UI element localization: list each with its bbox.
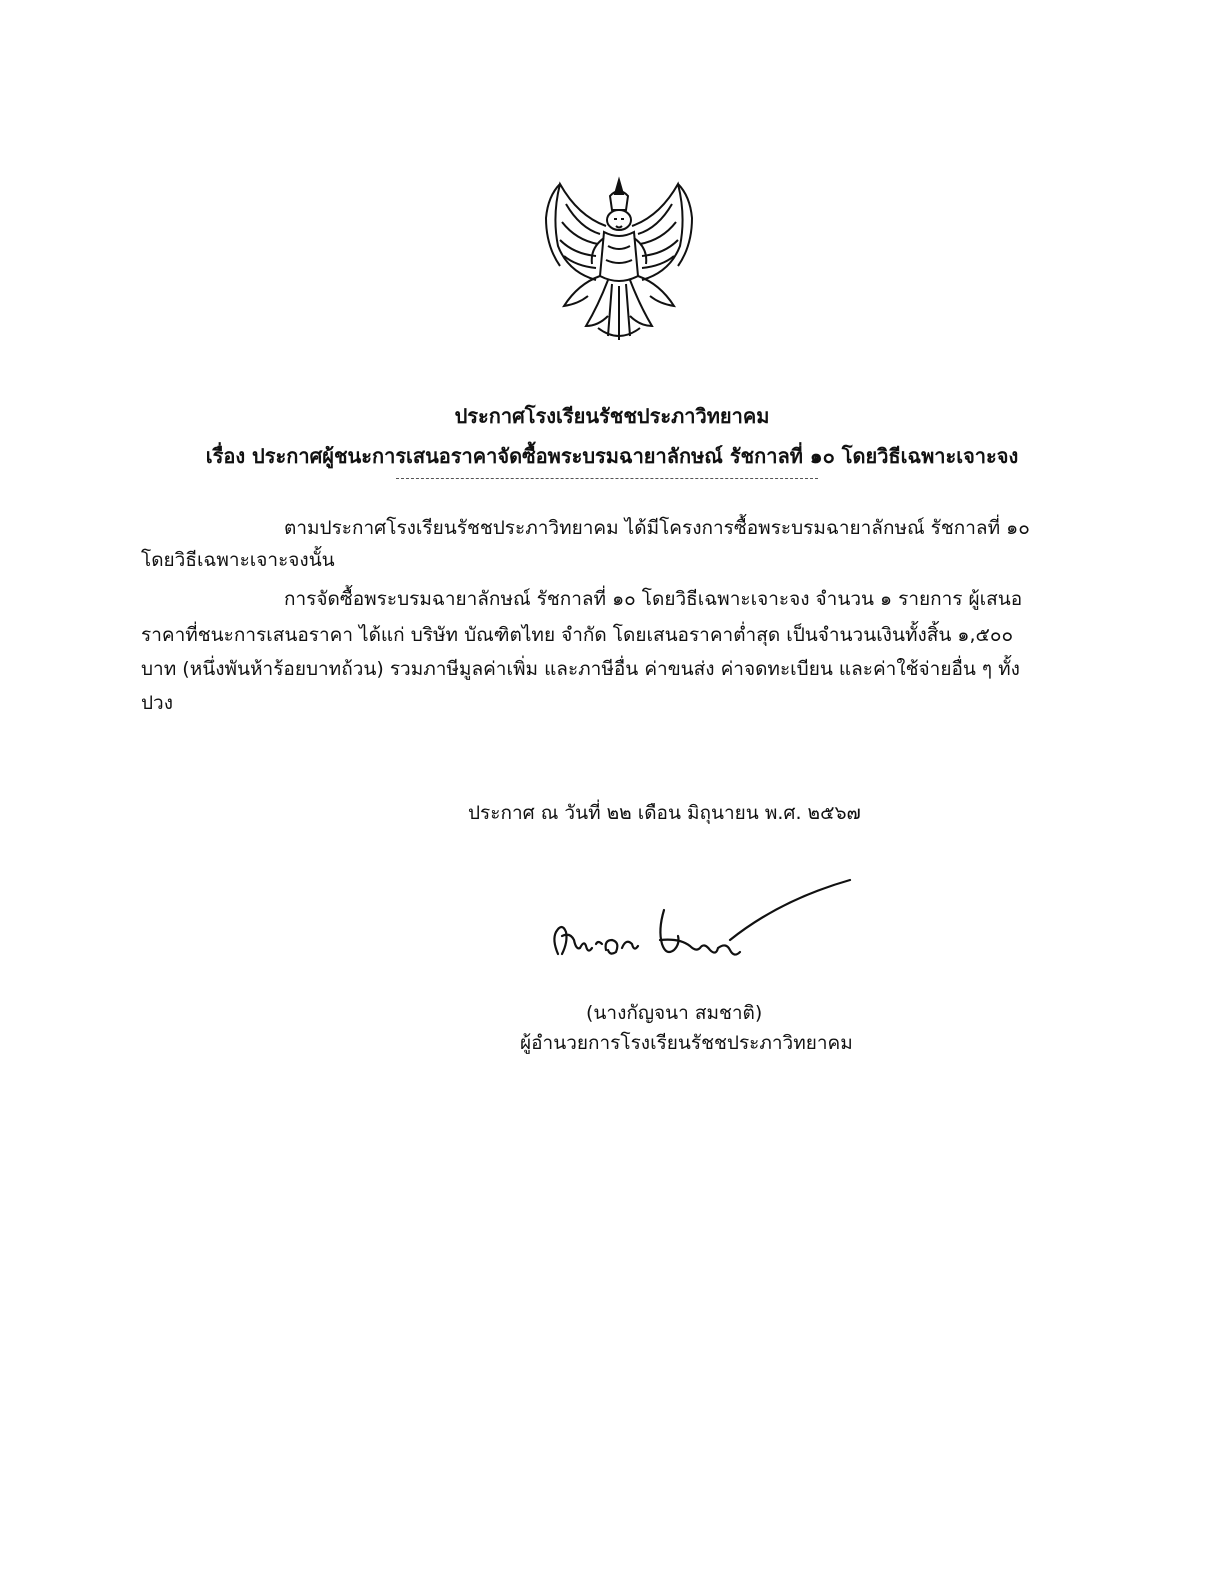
garuda-emblem-icon	[538, 176, 700, 344]
document-title: ประกาศโรงเรียนรัชชประภาวิทยาคม	[454, 404, 770, 428]
paragraph2-line4: ปวง	[141, 692, 174, 714]
signer-name: (นางกัญจนา สมชาติ)	[586, 1002, 763, 1024]
separator-line	[396, 478, 818, 479]
signer-position: ผู้อำนวยการโรงเรียนรัชชประภาวิทยาคม	[520, 1032, 853, 1054]
paragraph2-line2: ราคาที่ชนะการเสนอราคา ได้แก่ บริษัท บัณฑิตไทย จำกัด โดยเสนอราคาต่ำสุด เป็นจำนวนเงินทั้งสิ้น ๑,๕๐๐	[141, 624, 1014, 646]
paragraph1-line2: โดยวิธีเฉพาะเจาะจงนั้น	[141, 549, 335, 571]
document-subject: เรื่อง ประกาศผู้ชนะการเสนอราคาจัดซื้อพระบรมฉายาลักษณ์ รัชกาลที่ ๑๐ โดยวิธีเฉพาะเจาะจง	[205, 444, 1019, 468]
announcement-date: ประกาศ ณ วันที่ ๒๒ เดือน มิถุนายน พ.ศ. ๒๕๖๗	[468, 802, 861, 824]
paragraph1-line1: ตามประกาศโรงเรียนรัชชประภาวิทยาคม ได้มีโครงการซื้อพระบรมฉายาลักษณ์ รัชกาลที่ ๑๐	[284, 517, 1030, 539]
paragraph2-line1: การจัดซื้อพระบรมฉายาลักษณ์ รัชกาลที่ ๑๐ โดยวิธีเฉพาะเจาะจง จำนวน ๑ รายการ ผู้เสนอ	[284, 588, 1023, 610]
signature-icon	[540, 870, 860, 970]
paragraph2-line3: บาท (หนึ่งพันห้าร้อยบาทถ้วน) รวมภาษีมูลค่าเพิ่ม และภาษีอื่น ค่าขนส่ง ค่าจดทะเบียน และค่าใช้จ่ายอื่น ๆ ทั้ง	[141, 658, 1020, 680]
